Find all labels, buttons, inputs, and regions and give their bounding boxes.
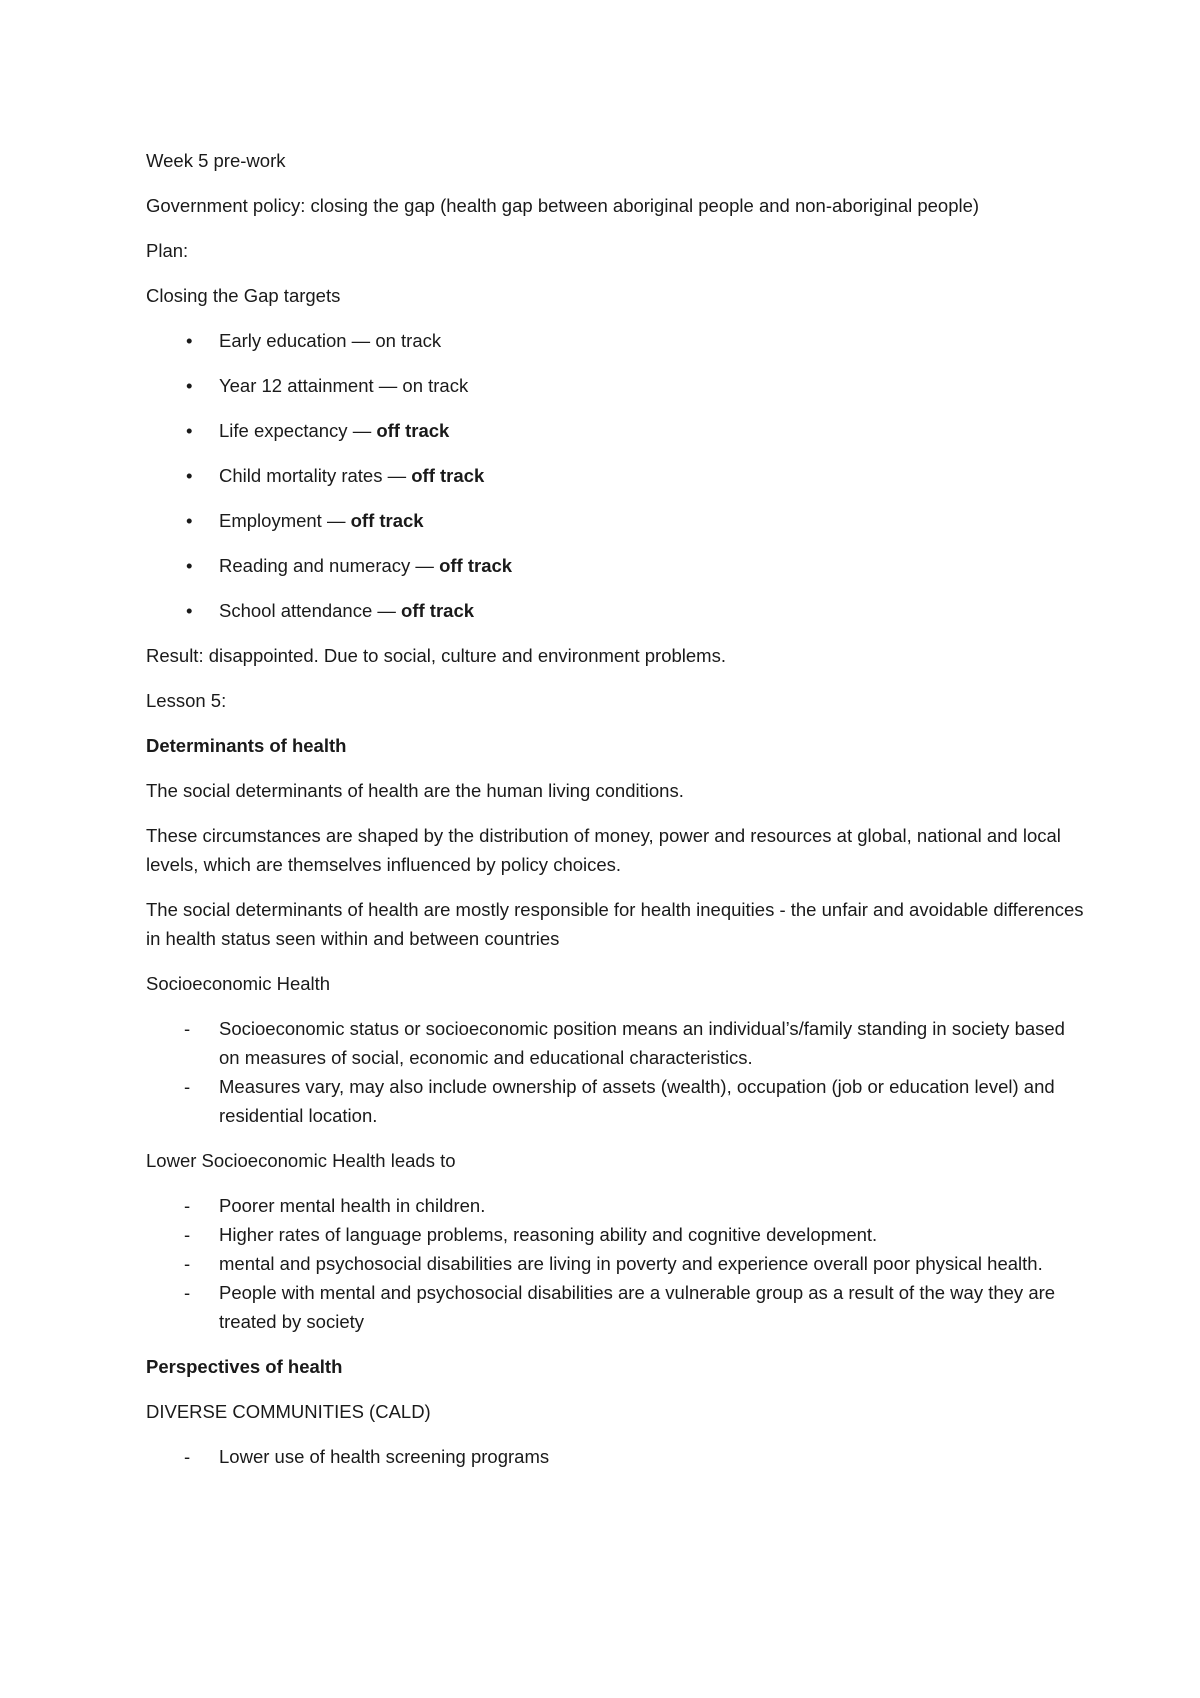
- target-name: Year 12 attainment: [219, 375, 374, 396]
- diverse-communities-heading: DIVERSE COMMUNITIES (CALD): [146, 1401, 431, 1422]
- dash-icon: -: [184, 1018, 191, 1039]
- plan-label: Plan:: [146, 240, 189, 261]
- target-name: Child mortality rates: [219, 465, 383, 486]
- list-item-text: Socioeconomic status or socioeconomic position means an individual’s/family standing in society based on measures of social, economic and educational characteristics.: [219, 1018, 1065, 1068]
- result-paragraph: Result: disappointed. Due to social, culture and environment problems.: [146, 645, 726, 666]
- lesson-label: Lesson 5:: [146, 690, 227, 711]
- bullet-icon: •: [186, 510, 193, 531]
- target-item: [146, 371, 1086, 400]
- list-item-text: Lower use of health screening programs: [219, 1446, 550, 1467]
- list-item: [146, 1220, 1086, 1249]
- target-separator: —: [346, 330, 376, 351]
- target-item: [146, 506, 1086, 535]
- target-separator: —: [347, 420, 377, 441]
- list-item-text: People with mental and psychosocial disabilities are a vulnerable group as a result of the way they are treated by society: [219, 1282, 1056, 1332]
- target-separator: —: [382, 465, 412, 486]
- determinants-heading-text: Determinants of health: [146, 735, 347, 756]
- determinants-heading: [146, 731, 1086, 760]
- target-status: on track: [375, 330, 442, 351]
- target-status: off track: [350, 510, 424, 531]
- determinants-paragraph-1: The social determinants of health are the human living conditions.: [146, 780, 684, 801]
- lower-socioeconomic-heading: Lower Socioeconomic Health leads to: [146, 1150, 456, 1171]
- target-name: Reading and numeracy: [219, 555, 411, 576]
- determinants-paragraph-2: These circumstances are shaped by the distribution of money, power and resources at global, national and local levels, which are themselves influenced by policy choices.: [146, 825, 1061, 875]
- target-item: [146, 596, 1086, 625]
- target-status: off track: [411, 465, 485, 486]
- week-heading: Week 5 pre-work: [146, 150, 286, 171]
- determinants-paragraph-3: The social determinants of health are mostly responsible for health inequities - the unfair and avoidable differences in health status seen within and between countries: [146, 899, 1084, 949]
- bullet-icon: •: [186, 375, 193, 396]
- list-item: [146, 1014, 1086, 1072]
- bullet-icon: •: [186, 420, 193, 441]
- bullet-icon: •: [186, 465, 193, 486]
- dash-icon: -: [184, 1282, 191, 1303]
- target-item: [146, 326, 1086, 355]
- target-status: off track: [401, 600, 475, 621]
- list-item: [146, 1278, 1086, 1336]
- targets-title: Closing the Gap targets: [146, 285, 341, 306]
- list-item-text: Poorer mental health in children.: [219, 1195, 486, 1216]
- target-separator: —: [410, 555, 440, 576]
- target-name: Early education: [219, 330, 347, 351]
- bullet-icon: •: [186, 330, 193, 351]
- list-item-text: mental and psychosocial disabilities are living in poverty and experience overall poor physical health.: [219, 1253, 1043, 1274]
- target-item: [146, 461, 1086, 490]
- perspectives-heading: [146, 1352, 1086, 1381]
- list-item: [146, 1191, 1086, 1220]
- target-separator: —: [321, 510, 351, 531]
- target-status: off track: [439, 555, 513, 576]
- list-item: [146, 1072, 1086, 1130]
- socioeconomic-list: [146, 1014, 1086, 1130]
- target-name: School attendance: [219, 600, 373, 621]
- list-item: [146, 1442, 1086, 1471]
- dash-icon: -: [184, 1224, 191, 1245]
- perspectives-heading-text: Perspectives of health: [146, 1356, 343, 1377]
- list-item-text: Measures vary, may also include ownership of assets (wealth), occupation (job or education level) and residential location.: [219, 1076, 1055, 1126]
- list-item-text: Higher rates of language problems, reasoning ability and cognitive development.: [219, 1224, 878, 1245]
- target-status: off track: [376, 420, 450, 441]
- policy-paragraph: Government policy: closing the gap (health gap between aboriginal people and non-aboriginal people): [146, 195, 980, 216]
- target-name: Employment: [219, 510, 322, 531]
- lower-socioeconomic-list: [146, 1191, 1086, 1336]
- targets-list: [146, 326, 1086, 625]
- bullet-icon: •: [186, 555, 193, 576]
- socioeconomic-heading: Socioeconomic Health: [146, 973, 331, 994]
- target-name: Life expectancy: [219, 420, 348, 441]
- diverse-communities-list: [146, 1442, 1086, 1471]
- document-body: [146, 146, 1086, 1487]
- target-item: [146, 416, 1086, 445]
- dash-icon: -: [184, 1253, 191, 1274]
- target-separator: —: [372, 600, 402, 621]
- target-status: on track: [402, 375, 469, 396]
- target-item: [146, 551, 1086, 580]
- bullet-icon: •: [186, 600, 193, 621]
- dash-icon: -: [184, 1446, 191, 1467]
- dash-icon: -: [184, 1076, 191, 1097]
- target-separator: —: [373, 375, 403, 396]
- dash-icon: -: [184, 1195, 191, 1216]
- list-item: [146, 1249, 1086, 1278]
